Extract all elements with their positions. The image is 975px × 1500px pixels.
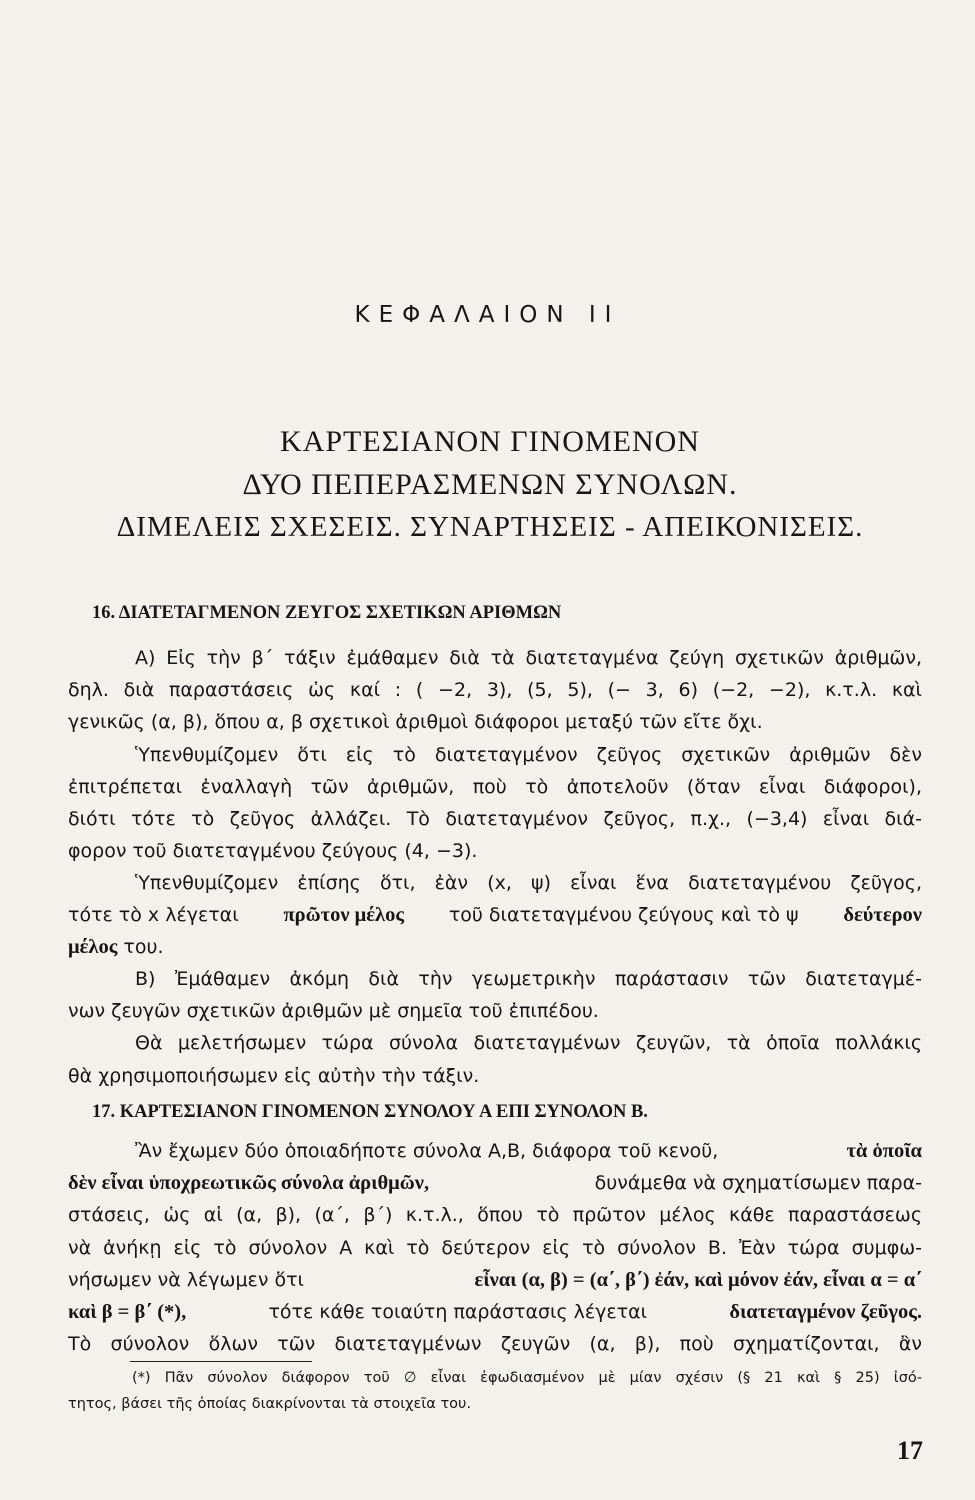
term-member: μέλος: [68, 936, 118, 958]
title-line-1: ΚΑΡΤΕΣΙΑΝΟΝ ΓΙΝΟΜΕΝΟΝ: [280, 425, 700, 458]
footnote-line-1: (*) Πᾶν σύνολον διάφορον τοῦ ∅ εἶναι ἐφωδιασμένον μὲ μίαν σχέσιν (§ 21 καὶ § 25) ἰσό-: [132, 1370, 922, 1386]
s17-line-1-bold: τὰ ὁποῖα: [846, 1140, 922, 1162]
s16-line-2: δηλ. διὰ παραστάσεις ὡς καί : ( −2, 3), (5, 5), (− 3, 6) (−2, −2), κ.τ.λ. καὶ: [68, 679, 922, 701]
s16-line-8: Ὑπενθυμίζομεν ἐπίσης ὅτι, ἐὰν (x, ψ) εἶναι ἕνα διατεταγμένου ζεῦγος,: [135, 872, 922, 894]
s16b-line-1: Β) Ἐμάθαμεν ἀκόμη διὰ τὴν γεωμετρικὴν παράστασιν τῶν διατεταγμέ-: [135, 968, 922, 990]
s17-line-2-text: δυνάμεθα νὰ σχηματίσωμεν παρα-: [594, 1172, 922, 1194]
s17-line-7: Τὸ σύνολον ὅλων τῶν διατεταγμένων ζευγῶν (α, β), ποὺ σχηματίζονται, ἂν: [68, 1333, 922, 1355]
chapter-title: ΚΕΦΑΛΑΙΟΝ ΙΙ: [354, 302, 621, 328]
s17-line-5-text: νήσωμεν νὰ λέγωμεν ὅτι: [68, 1269, 304, 1291]
section-17-heading: 17. ΚΑΡΤΕΣΙΑΝΟΝ ΓΙΝΟΜΕΝΟΝ ΣΥΝΟΛΟΥ Α ΕΠΙ ΣΥΝΟΛΟΝ Β.: [92, 1102, 648, 1122]
s16-line-3: γενικῶς (α, β), ὅπου α, β σχετικοὶ ἀριθμοὶ διάφοροι μεταξύ τῶν εἴτε ὄχι.: [68, 711, 763, 733]
s16-line-9-text-c: τοῦ διατεταγμένου ζεύγους καὶ τὸ ψ: [448, 904, 799, 926]
s17-line-5-bold: εἶναι (α, β) = (α΄, β΄) ἐάν, καὶ μόνον ἐάν, εἶναι α = α΄: [474, 1269, 922, 1291]
s17-line-6: [68, 1299, 922, 1325]
page-number: 17: [897, 1436, 923, 1465]
s17-line-4: νὰ ἀνήκῃ εἰς τὸ σύνολον Α καὶ τὸ δεύτερον εἰς τὸ σύνολον Β. Ἐὰν τώρα συμφω-: [68, 1237, 922, 1259]
s16-line-10-text: του.: [123, 936, 164, 958]
footnote-divider: [130, 1361, 312, 1362]
s17-line-1: [135, 1138, 922, 1164]
s17-line-2: [68, 1170, 922, 1196]
s16-line-1: Α) Εἰς τὴν β΄ τάξιν ἐμάθαμεν διὰ τὰ διατεταγμένα ζεύγη σχετικῶν ἀριθμῶν,: [135, 647, 922, 669]
s16-line-9-text-a: τότε τὸ x λέγεται: [68, 904, 239, 926]
term-first-member: πρῶτον μέλος: [283, 904, 404, 926]
s17-line-3: στάσεις, ὡς αἱ (α, β), (α΄, β΄) κ.τ.λ., ὅπου τὸ πρῶτον μέλος κάθε παραστάσεως: [68, 1204, 922, 1226]
title-line-3: ΔΙΜΕΛΕΙΣ ΣΧΕΣΕΙΣ. ΣΥΝΑΡΤΗΣΕΙΣ - ΑΠΕΙΚΟΝΙΣΕΙΣ.: [116, 511, 864, 543]
s17-line-6-bold-a: καὶ β = β΄ (*),: [68, 1301, 187, 1323]
s16-line-9: [68, 902, 922, 928]
term-ordered-pair: διατεταγμένον ζεῦγος.: [729, 1301, 922, 1323]
s16-line-6: διότι τότε τὸ ζεῦγος ἀλλάζει. Τὸ διατεταγμένον ζεῦγος, π.χ., (−3,4) εἶναι διά-: [68, 808, 922, 830]
s17-line-5: [68, 1267, 922, 1293]
s16b-line-2: νων ζευγῶν σχετικῶν ἀριθμῶν μὲ σημεῖα τοῦ ἐπιπέδου.: [68, 1000, 599, 1022]
s16b-line-3: Θὰ μελετήσωμεν τώρα σύνολα διατεταγμένων ζευγῶν, τὰ ὁποῖα πολλάκις: [135, 1032, 922, 1054]
s16-line-4: Ὑπενθυμίζομεν ὅτι εἰς τὸ διατεταγμένον ζεῦγος σχετικῶν ἀριθμῶν δὲν: [135, 744, 922, 766]
s17-line-6-text: τότε κάθε τοιαύτη παράστασις λέγεται: [268, 1301, 648, 1323]
s16-line-7: φορον τοῦ διατεταγμένου ζεύγους (4, −3).: [68, 840, 478, 862]
s16-line-10: [68, 934, 164, 960]
s17-line-1-text: Ἂν ἔχωμεν δύο ὁποιαδήποτε σύνολα Α,Β, διάφορα τοῦ κενοῦ,: [135, 1140, 719, 1162]
title-line-2: ΔΥΟ ΠΕΠΕΡΑΣΜΕΝΩΝ ΣΥΝΟΛΩΝ.: [242, 468, 738, 501]
section-16-heading: 16. ΔΙΑΤΕΤΑΓΜΕΝΟΝ ΖΕΥΓΟΣ ΣΧΕΤΙΚΩΝ ΑΡΙΘΜΩΝ: [92, 603, 562, 623]
s16-line-5: ἐπιτρέπεται ἐναλλαγὴ τῶν ἀριθμῶν, ποὺ τὸ ἀποτελοῦν (ὅταν εἶναι διάφοροι),: [68, 776, 922, 798]
term-second-member: δεύτερον: [843, 904, 922, 926]
s17-line-2-bold: δὲν εἶναι ὑποχρεωτικῶς σύνολα ἀριθμῶν,: [68, 1172, 430, 1194]
s16b-line-4: θὰ χρησιμοποιήσωμεν εἰς αὐτὴν τὴν τάξιν.: [68, 1065, 480, 1087]
footnote-line-2: τητος, βάσει τῆς ὁποίας διακρίνονται τὰ στοιχεῖα του.: [68, 1396, 472, 1412]
